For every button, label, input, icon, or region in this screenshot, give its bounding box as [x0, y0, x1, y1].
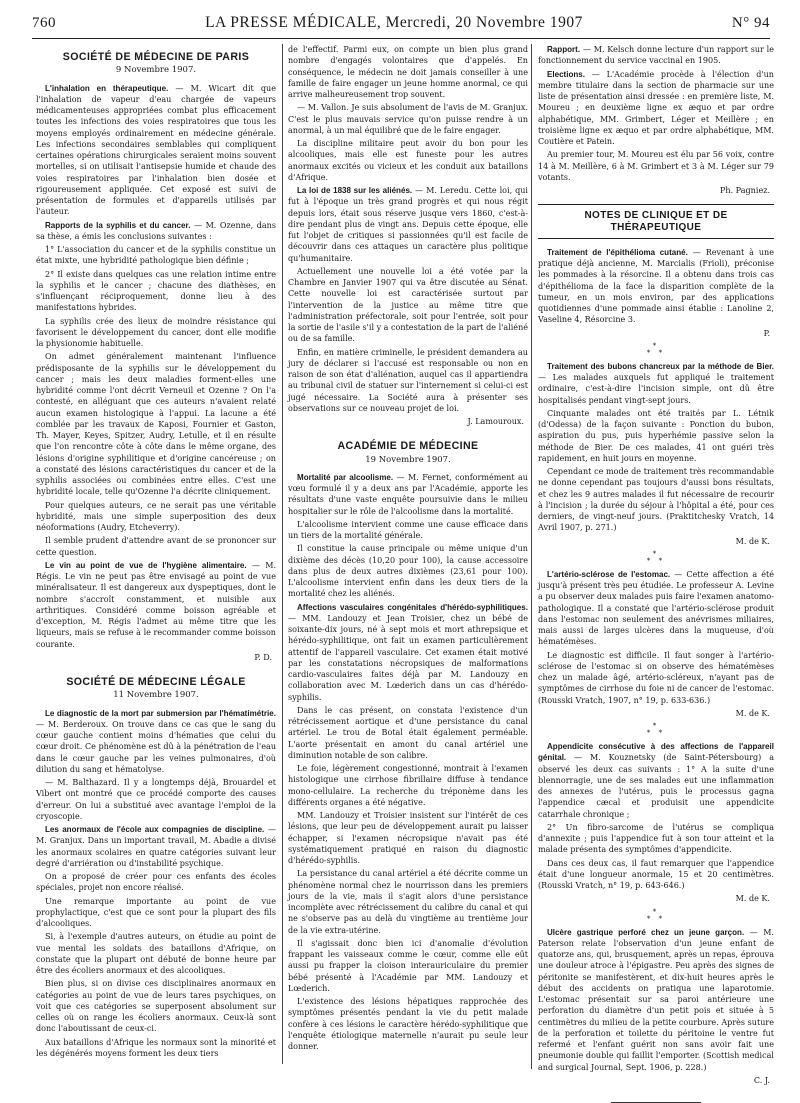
- section-date: 19 Novembre 1907.: [365, 454, 451, 465]
- article-paragraph: On a proposé de créer pour ces enfants des écoles spéciales, projet non encore réalisé.: [36, 872, 276, 893]
- article-title: Affections vasculaires congénitales d'hérédo-syphilitiques.: [297, 602, 528, 612]
- signature: P.: [763, 328, 770, 338]
- asterism-divider: * * *: [646, 341, 666, 357]
- signature: Ph. Pagniez.: [719, 186, 770, 195]
- section-heading: SOCIÉTÉ DE MÉDECINE DE PARIS: [62, 51, 250, 63]
- page-header: [32, 14, 770, 36]
- page-number: 760: [32, 15, 56, 31]
- article-paragraph: Appendicite consécutive à des affections de l'appareil génital. — M. Kouznetsky (de Saint-Pétersbourg) a observé les deux cas suivants : 1° A la suite d'une blennorragie, une de ses malades eut une inflammation des annexes de l'utérus, puis le processus gagna l'appendice cæcal et produisit une appendicite catarrhale chronique ;: [538, 742, 774, 819]
- article-title: La loi de 1838 sur les aliénés.: [297, 186, 413, 195]
- column-separator: [531, 44, 532, 1069]
- article-paragraph: Le foie, légèrement congestionné, montrait à l'examen histologique une cirrhose fibrillaire diffuse à tendance mono-cellulaire. La recherche du tréponème dans les différents organes a été négative.: [288, 764, 528, 807]
- article-paragraph: Le vin au point de vue de l'hygiène alimentaire. — M. Régis. Le vin ne peut pas être envisagé au point de vue minéralisateur. Il est dangereux aux dyspeptiques, dont le nombre s'accroît constamment, et nuisible aux arthritiques. Considéré comme boisson agréable et d'exception, M. Régis l'admet au même titre que les liqueurs, mais se refuse à le recommander comme boisson courante.: [36, 560, 276, 649]
- column-left: [36, 44, 276, 1059]
- article-paragraph: Bien plus, si on divise ces disciplinaires anormaux en catégories au point de vue de leurs tares psychiques, on voit que ces catégories se superposent absolument sur celles où on range les écoliers anormaux. Ceux-là sont donc l'aboutissant de ceux-ci.: [36, 979, 276, 1034]
- article-paragraph: Les anormaux de l'école aux compagnies de discipline. — M. Granjux. Dans un important travail, M. Abadie a divisé les anormaux scolaires en quatre catégories suivant leur degré d'arriération ou d'instabilité psychique.: [36, 825, 276, 868]
- article-paragraph: — M. Balthazard. Il y a longtemps déjà, Brouardel et Vibert ont montré que ce procédé comporte des causes d'erreur. On lui a substitué avec avantage l'emploi de la cryoscopie.: [36, 778, 276, 821]
- article-paragraph: 1° L'association du cancer et de la syphilis constitue un état mixte, une hybridité pathologique bien définie ;: [36, 245, 276, 266]
- article-title: Ulcère gastrique perforé chez un jeune garçon.: [547, 927, 745, 937]
- article-paragraph: Au premier tour, M. Moureu est élu par 56 voix, contre 14 à M. Meillère, 6 à M. Grimbert et 3 à M. Léger sur 79 votants.: [538, 150, 774, 182]
- header-rule: [32, 38, 770, 39]
- article-paragraph: Cependant ce mode de traitement très recommandable ne donne cependant pas toujours d'aussi bons résultats, et chez les 9 autres malades il fut nécessaire de recourir à l'incision ; la durée du séjour à l'hôpital a été, pour ces derniers, de vingt-neuf jours. (Praktitchesky Vratch, 14 Avril 1907, p. 271.): [538, 467, 774, 533]
- asterism-divider: * * *: [646, 907, 666, 923]
- article-title: Traitement de l'épithélioma cutané.: [547, 247, 688, 257]
- article-paragraph: Aux bataillons d'Afrique les normaux sont la minorité et les dégénérés moyens forment les deux tiers: [36, 1037, 276, 1058]
- article-title: Le diagnostic de la mort par submersion par l'hématimétrie.: [45, 708, 276, 718]
- article-paragraph: Le diagnostic de la mort par submersion par l'hématimétrie. — M. Berderoux. On trouve dans ce cas que le sang du cœur gauche contient moins d'hématies que celui du cœur droit. Ce phénomène est dû à la pénétration de l'eau dans le cœur gauche par les veines pulmonaires, d'où dilution du sang et hématolyse.: [36, 708, 276, 774]
- article-paragraph: Enfin, en matière criminelle, le président demandera au jury de déclarer si l'accusé est responsable ou non en raison de son état d'aliénation, auquel cas il appartiendra au tribunal civil de statuer sur l'internement si celui-ci est jugé nécessaire. La Société aura à présenter ses observations sur ce nouveau projet de loi.: [288, 347, 528, 413]
- signature: M. de K.: [735, 536, 770, 546]
- article-paragraph: Affections vasculaires congénitales d'hérédo-syphilitiques. — MM. Landouzy et Jean Troisier, chez un bébé de soixante-dix jours, né à sept mois et mort athrepsique et hérédo-syphilitique, ont fait un examen particulièrement attentif de l'appareil vasculaire. Cet examen était motivé par les constatations nécropsiques de malformations cardio-vasculaires faites déjà par M. Landouzy en collaboration avec M. Lœderich dans un cas d'hérédo-syphilis.: [288, 602, 528, 702]
- article-title: Rapport.: [547, 45, 581, 54]
- article-paragraph: L'alcoolisme intervient comme une cause efficace dans un tiers de la mortalité générale.: [288, 519, 528, 540]
- column-separator: [282, 44, 283, 1064]
- article-paragraph: L'artério-sclérose de l'estomac. — Cette affection a été jusqu'à présent très peu étudiée. Le professeur A. Levine a pu observer deux malades puis faire l'examen anatomo-pathologique. Il a constaté que l'artério-sclérose produit dans l'estomac non seulement des anévrismes miliaires, mais aussi de larges ulcères dans la muqueuse, d'où hématémèses.: [538, 569, 774, 647]
- article-paragraph: 2° Il existe dans quelques cas une relation intime entre la syphilis et le cancer ; chacune des diathèses, en s'influençant réciproquement, donne lieu à des manifestations hybrides.: [36, 269, 276, 313]
- article-title: Elections.: [547, 69, 586, 79]
- article-title: Mortalité par alcoolisme.: [297, 472, 394, 482]
- article-paragraph: Dans le cas présent, on constata l'existence d'un rétrécissement aortique et d'une persistance du canal artériel. Le trou de Botal était également perméable. L'aorte présentait en amont du canal artériel une diminution notable de son calibre.: [288, 705, 528, 760]
- article-paragraph: Si, à l'exemple d'autres auteurs, on étudie au point de vue mental les soldats des bataillons d'Afrique, on constate que la plupart ont débuté de bonne heure par être des écoliers anormaux et des alcooliques.: [36, 932, 276, 975]
- article-paragraph: L'existence des lésions hépatiques rapprochée des symptômes présentés pendant la vie du petit malade confère à ces lésions le caractère hérédo-syphilitique que l'enquête étiologique maternelle n'aurait pu seule leur donner.: [288, 997, 528, 1051]
- article-title: Traitement des bubons chancreux par la méthode de Bier.: [547, 361, 774, 371]
- article-paragraph: Il semble prudent d'attendre avant de se prononcer sur cette question.: [36, 536, 276, 557]
- article-title: Le vin au point de vue de l'hygiène alimentaire.: [45, 560, 247, 570]
- article-paragraph: Rapport. — M. Kelsch donne lecture d'un rapport sur le fonctionnement du service vaccinal en 1905.: [538, 45, 774, 66]
- column-right: [538, 44, 774, 1085]
- section-date: 11 Novembre 1907.: [113, 690, 199, 701]
- article-paragraph: Actuellement une nouvelle loi a été votée par la Chambre en Janvier 1907 qui va être discutée au Sénat. Cette nouvelle loi est caractérisée surtout par l'intervention de la justice au même titre que l'administration préfectorale, soit pour l'entrée, soit pour la sortie de l'asile s'il y a contestation de la part de l'aliéné ou de sa famille.: [288, 266, 529, 344]
- section-heading-boxed: NOTES DE CLINIQUE ET DE THÉRAPEUTIQUE: [538, 204, 774, 239]
- article-paragraph: MM. Landouzy et Troisier insistent sur l'intérêt de ces lésions, que leur peu de développement aurait pu laisser échapper, si l'examen nécropsique n'avait pas été systématiquement pratiqué en raison du diagnostic d'hérédo-syphilis.: [288, 811, 528, 865]
- article-title: Appendicite consécutive à des affections de l'appareil génital.: [538, 742, 774, 763]
- signature: P. D.: [254, 652, 272, 662]
- article-title: Les anormaux de l'école aux compagnies de discipline.: [45, 825, 265, 834]
- article-title: Rapports de la syphilis et du cancer.: [45, 220, 191, 230]
- article-paragraph: Il s'agissait donc bien ici d'anomalie d'évolution frappant les vaisseaux comme le cœur, comme elle eût aussi pu frapper la cloison interauriculaire du premier bébé présenté à l'Académie par MM. Landouzy et Lœderich.: [288, 938, 528, 993]
- article-paragraph: 2° Un fibro-sarcome de l'utérus se compliqua d'annexite ; puis l'appendice fut à son tour atteint et la malade présenta des symptômes d'appendicite.: [538, 822, 774, 855]
- article-paragraph: Traitement de l'épithélioma cutané. — Revenant à une pratique déjà ancienne, M. Marcialis (Frioli), préconise les pommades à la résorcine. Il a obtenu dans trois cas d'épithélioma de la face la disparition complète de la tumeur, en un mois environ, par des applications quotidiennes d'une pommade ainsi établie : Lanoline 2, Vaseline 4, Résorcine 3.: [538, 247, 774, 325]
- section-date: 9 Novembre 1907.: [115, 65, 197, 76]
- article-paragraph: Une remarque importante au point de vue prophylactique, c'est que ce sont pour la plupart des fils d'alcooliques.: [36, 896, 276, 928]
- signature: M. de K.: [735, 894, 770, 904]
- article-paragraph: Traitement des bubons chancreux par la méthode de Bier. — Les malades auxquels fut appliqué le traitement ordinaire, c'est-à-dire l'incision simple, ont dû être hospitalisés pendant vingt-sept jours.: [538, 361, 774, 405]
- article-paragraph: Rapports de la syphilis et du cancer. — M. Ozenne, dans sa thèse, a émis les conclusions suivantes :: [36, 220, 276, 241]
- article-paragraph: La discipline militaire peut avoir du bon pour les alcooliques, mais elle est funeste pour les autres anormaux excités ou vicieux et les conduit aux bataillons d'Afrique.: [288, 139, 528, 182]
- article-paragraph: Ulcère gastrique perforé chez un jeune garçon. — M. Paterson relate l'observation d'un jeune enfant de quatorze ans, qui, brusquement, après un repas, éprouva une douleur atroce à l'épigastre. Peu après des signes de péritonite se manifestèrent, et dix-huit heures après le début des accidents on pratiqua une laparotomie. L'estomac présentait sur sa paroi antérieure une perforation du diamètre d'un petit pois et située à 5 centimètres du milieu de la petite courbure. Après suture de la perforation et toilette du péritoine le ventre fut refermé et l'enfant guérit non sans avoir fait une pneumonie double qui faillit l'emporter. (Scottish medical and surgical Journal, Sept. 1906, p. 228.): [538, 927, 774, 1072]
- asterism-divider: * * *: [646, 549, 666, 565]
- article-paragraph: Elections. — L'Académie procède à l'élection d'un membre titulaire dans la section de pharmacie sur une liste de présentation ainsi dressée : en première liste, M. Moureu ; en deuxième ligne ex æquo et par ordre alphabétique, MM. Grimbert, Léger et Meillère ; en troisième ligne ex æquo et par ordre alphabétique, MM. Coutière et Patein.: [538, 69, 774, 146]
- article-paragraph: — M. Vallon. Je suis absolument de l'avis de M. Granjux. C'est le plus mauvais service qu'on puisse rendre à un anormal, à un mal équilibré que de le faire engager.: [288, 103, 528, 135]
- article-paragraph: Dans ces deux cas, il faut remarquer que l'appendice était d'une longueur anormale, 15 et 20 centimètres. (Rousski Vratch, n° 19, p. 643-646.): [538, 858, 774, 890]
- column-middle: [288, 44, 528, 1074]
- signature: J. Lamouroux.: [467, 417, 524, 426]
- section-heading: SOCIÉTÉ DE MÉDECINE LÉGALE: [66, 676, 246, 688]
- article-paragraph: La persistance du canal artériel a été décrite comme un phénomène normal chez le nourrisson dans les premiers jours de la vie, mais il s'agit alors d'une persistance incomplète avec rétrécissement du calibre du canal et qui ne s'observe pas au delà du vingtième au trentième jour de la vie extra-utérine.: [288, 869, 528, 935]
- article-paragraph: Cinquante malades ont été traités par L. Létnik (d'Odessa) de la façon suivante : Ponction du bubon, aspiration du pus, puis hyperhémie passive selon la méthode de Bier. De ces malades, 41 ont guéri très rapidement, en huit jours en moyenne.: [538, 408, 774, 463]
- article-paragraph: Le diagnostic est difficile. Il faut songer à l'artério-sclérose de l'estomac si on observe des hématémèses chez un malade âgé, artério-scléreux, n'ayant pas de symptômes de cirrhose du foie ni de cancer de l'estomac. (Rousski Vratch, 1907, n° 19, p. 633-636.): [538, 650, 774, 705]
- signature: M. de K.: [735, 708, 770, 718]
- article-paragraph: L'inhalation en thérapeutique. — M. Wicart dit que l'inhalation de vapeur d'eau chargée de vapeurs médicamenteuses appropriées combat plus efficacement toutes les infections des voies respiratoires que tous les moyens employés ordinairement en médecine générale. Les infections secondaires semblables qui compliquent certaines opérations chirurgicales seraient moins souvent mortelles, si on utilisait l'antisepsie humide et chaude des voies respiratoires par l'inhalation bien dosée et rigoureusement appliquée. Cet exposé est suivi de présentation de formules et d'appareils utilisés par l'auteur.: [36, 83, 276, 217]
- section-heading: ACADÉMIE DE MÉDECINE: [337, 440, 479, 453]
- issue-number: N° 94: [731, 15, 770, 31]
- article-paragraph: de l'effectif. Parmi eux, on compte un bien plus grand nombre d'engagés volontaires que d'appelés. En conséquence, le médecin ne doit jamais conseiller à une famille de faire engager un jeune homme anormal, ce qui arrive malheureusement trop souvent.: [288, 45, 528, 99]
- article-paragraph: Pour quelques auteurs, ce ne serait pas une véritable hybridité, mais une simple superposition des deux néoformations (Audry, Etcheverry).: [36, 500, 276, 532]
- article-paragraph: La syphilis crée des lieux de moindre résistance qui favorisent le développement du cancer, dont elle modifie la physionomie habituelle.: [36, 316, 276, 348]
- asterism-divider: * * *: [646, 722, 666, 737]
- article-paragraph: On admet généralement maintenant l'influence prédisposante de la syphilis sur le développement du cancer ; mais les deux maladies forment-elles une hybridité comme l'ont décrit Verneuil et Ozenne ? On l'a contesté, en alléguant que ces auteurs n'avaient relaté aucun examen histologique à l'appui. La lacune a été comblée par les travaux de Kaposi, Fournier et Gaston, Th. Mayer, Keyes, Spitzer, Audry, Letulle, et il en résulte que l'on rencontre côte à côte dans le même organe, des lésions d'origine syphilitique et d'origine cancéreuse ; on a constaté des lésions caractéristiques du cancer et de la syphilis associées ou combinées entre elles. C'est une hybridité locale, telle qu'Ozenne l'a décrite cliniquement.: [36, 352, 276, 497]
- article-title: L'artério-sclérose de l'estomac.: [547, 569, 671, 579]
- article-title: L'inhalation en thérapeutique.: [45, 83, 169, 93]
- journal-title: LA PRESSE MÉDICALE, Mercredi, 20 Novembre 1907: [205, 14, 583, 31]
- signature: C. J.: [753, 1075, 770, 1085]
- article-paragraph: La loi de 1838 sur les aliénés. — M. Leredu. Cette loi, qui fut à l'époque un très grand progrès et qui nous régit depuis lors, était sous réserve jusque vers 1860, c'est-à-dire pendant plus de vingt ans. Depuis cette époque, elle fut l'objet de critiques si passionnées qu'il est facile de découvrir dans ces attaques un caractère plus politique qu'humanitaire.: [288, 186, 528, 263]
- article-paragraph: Mortalité par alcoolisme. — M. Fernet, conformément au vœu formulé il y a deux ans par l'Académie, apporte les résultats d'une vaste enquête poursuivie dans le milieu hospitalier sur le rôle de l'alcoolisme dans la mortalité.: [288, 472, 528, 516]
- article-paragraph: Il constitue la cause principale ou même unique d'un dixième des décès (10,20 pour 100), la cause accessoire dans plus de deux autres dixièmes (23,61 pour 100). L'alcoolisme intervient enfin dans les deux tiers de la mortalité chez les aliénés.: [288, 544, 528, 599]
